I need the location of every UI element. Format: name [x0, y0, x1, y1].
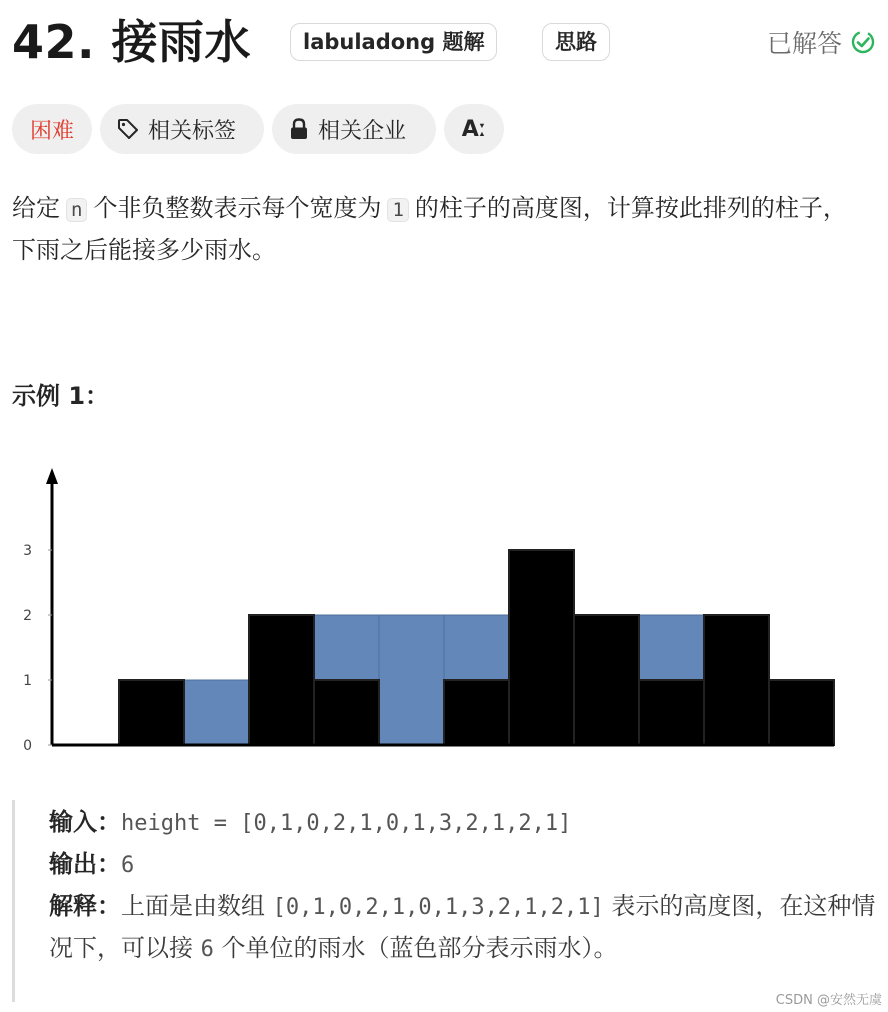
y-axis-arrow [46, 468, 58, 484]
y-tick-label: 3 [23, 543, 32, 559]
inline-code-n: n [66, 198, 87, 222]
water-bar [379, 615, 444, 745]
height-bar [509, 550, 574, 745]
height-bar [249, 615, 314, 745]
height-bar [574, 615, 639, 745]
idea-button[interactable]: 思路 [542, 23, 610, 61]
example-explanation [49, 886, 876, 970]
water-bar [444, 615, 509, 680]
translate-icon: Aː [461, 116, 487, 142]
example-input [49, 802, 876, 844]
check-circle-icon [850, 29, 876, 55]
y-tick-label: 2 [23, 608, 32, 624]
desc-text-1: 给定 [12, 194, 60, 222]
related-companies-label: 相关企业 [318, 118, 407, 144]
water-bar [184, 680, 249, 745]
explain-text-3: 个单位的雨水（蓝色部分表示雨水）。 [221, 934, 618, 962]
watermark: CSDN @安然无虞 [775, 993, 882, 1008]
translate-button[interactable] [444, 104, 504, 154]
y-tick-label: 0 [23, 738, 32, 754]
explain-label: 解释： [49, 892, 121, 920]
height-bar [314, 680, 379, 745]
explain-text-1: 上面是由数组 [121, 892, 265, 920]
input-value: height = [0,1,0,2,1,0,1,3,2,1,2,1] [121, 811, 572, 836]
height-bar [444, 680, 509, 745]
difficulty-label: 困难 [29, 118, 74, 144]
explain-num: 6 [200, 937, 214, 962]
explain-text-2: 表示的高度图，在这种情况下，可以接 [49, 892, 876, 962]
water-bar [639, 615, 704, 680]
tag-bar [12, 104, 876, 154]
labuladong-solution-button[interactable]: labuladong 题解 [290, 23, 497, 61]
height-bar [704, 615, 769, 745]
related-topics-tag[interactable] [100, 104, 264, 154]
height-bar [119, 680, 184, 745]
example-block [12, 800, 876, 1002]
water-bar [314, 615, 379, 680]
page-title: 42. 接雨水 [12, 15, 252, 69]
answered-label: 已解答 [766, 29, 842, 58]
input-label: 输入： [49, 808, 121, 836]
explain-array: [0,1,0,2,1,0,1,3,2,1,2,1] [272, 895, 604, 920]
related-companies-tag[interactable] [272, 104, 436, 154]
tag-icon [116, 117, 140, 141]
output-value: 6 [121, 853, 135, 878]
problem-description [12, 188, 864, 270]
height-bar [639, 680, 704, 745]
height-bar [769, 680, 834, 745]
problem-header [12, 14, 876, 70]
example-output [49, 844, 876, 886]
desc-text-2: 个非负整数表示每个宽度为 [93, 194, 382, 222]
desc-text-3: 的柱子的高度图，计算按此排列的柱子，下雨之后能接多少雨水。 [12, 194, 847, 264]
answered-status [767, 22, 876, 62]
inline-code-1: 1 [387, 198, 408, 222]
example-title: 示例 1： [12, 382, 110, 410]
related-topics-label: 相关标签 [148, 118, 237, 144]
difficulty-badge[interactable] [12, 104, 92, 154]
elevation-map-chart [16, 462, 844, 758]
lock-icon [288, 117, 310, 141]
output-label: 输出： [49, 850, 121, 878]
y-tick-label: 1 [23, 673, 32, 689]
